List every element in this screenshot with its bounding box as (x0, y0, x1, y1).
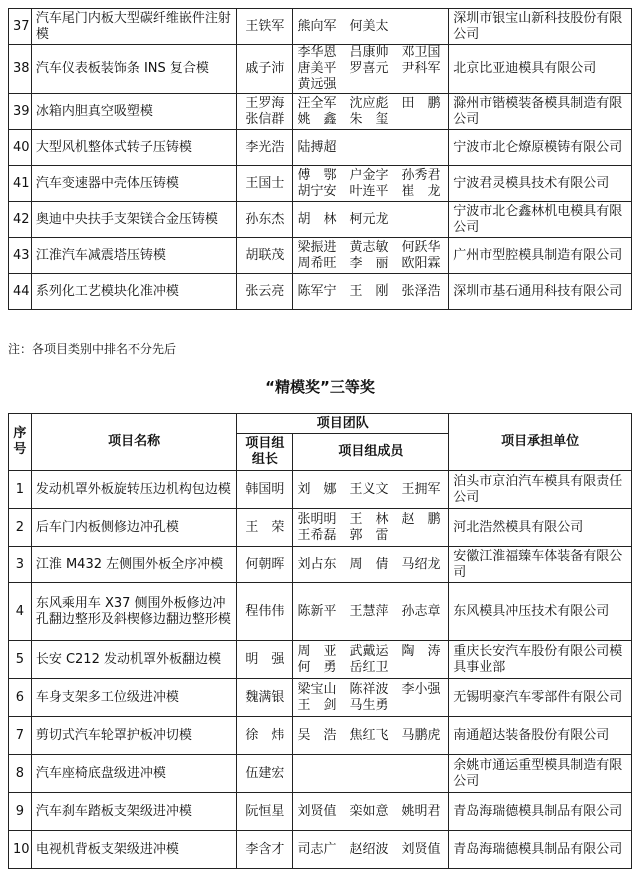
header-members-text: 项目组成员 (338, 444, 404, 459)
member-line: 吴 浩 焦红飞 马鹏虎 (297, 727, 441, 743)
table-row (9, 793, 632, 831)
cell-members (293, 166, 449, 202)
table-body (9, 471, 632, 869)
cell-leader: 程伟伟 (237, 583, 293, 641)
table-row (9, 583, 632, 641)
member-line: 梁宝山 陈祥波 李小强 (297, 681, 441, 697)
member-line: 胡 林 柯元龙 (297, 211, 389, 227)
cell-project-name: 剪切式汽车轮罩护板冲切模 (31, 717, 237, 755)
table-row (9, 45, 632, 94)
cell-leader: 韩国明 (237, 471, 293, 509)
cell-unit: 青岛海瑞德模具制品有限公司 (449, 831, 632, 869)
cell-leader: 徐 炜 (237, 717, 293, 755)
cell-members (293, 471, 449, 509)
cell-unit: 余姚市通运重型模具制造有限公司 (449, 755, 632, 793)
cell-no: 42 (9, 202, 32, 238)
cell-no: 5 (9, 641, 32, 679)
member-line: 周希旺 李 丽 欧阳霖 (297, 255, 441, 271)
cell-unit: 河北浩然模具有限公司 (449, 509, 632, 547)
table-row (9, 717, 632, 755)
cell-members (293, 509, 449, 547)
table-row (9, 9, 632, 45)
cell-members (293, 238, 449, 274)
cell-unit: 泊头市京泊汽车模具有限责任公司 (449, 471, 632, 509)
member-line: 刘占东 周 倩 马绍龙 (297, 556, 441, 572)
cell-unit: 宁波市北仑鑫林机电模具有限公司 (449, 202, 632, 238)
cell-unit: 宁波市北仑燎原模铸有限公司 (449, 130, 632, 166)
cell-project-name: 汽车座椅底盘级进冲模 (31, 755, 237, 793)
cell-leader: 王 荣 (237, 509, 293, 547)
table-row (9, 679, 632, 717)
member-line: 唐美平 罗喜元 尹科军 (297, 61, 441, 76)
cell-leader: 戚子沛 (237, 45, 293, 94)
cell-project-name: 冰箱内胆真空吸塑模 (31, 94, 237, 130)
cell-project-name: 汽车刹车踏板支架级进冲模 (31, 793, 237, 831)
cell-project-name: 奥迪中央扶手支架镁合金压铸模 (31, 202, 237, 238)
cell-leader: 何朝晖 (237, 547, 293, 583)
cell-project-name: 车身支架多工位级进冲模 (31, 679, 237, 717)
cell-members (293, 755, 449, 793)
third-prize-table (8, 413, 632, 869)
cell-members (293, 274, 449, 310)
member-line: 周 亚 武戴运 陶 涛 (297, 643, 441, 659)
table-row (9, 166, 632, 202)
table-row (9, 274, 632, 310)
cell-project-name: 长安 C212 发动机罩外板翻边模 (31, 641, 237, 679)
cell-no: 41 (9, 166, 32, 202)
member-line: 陆搏超 (297, 139, 337, 155)
header-unit: 项目承担单位 (449, 414, 632, 471)
table-row (9, 130, 632, 166)
member-line: 陈军宁 王 刚 张泽浩 (297, 283, 441, 299)
cell-no: 37 (9, 9, 32, 45)
cell-no: 44 (9, 274, 32, 310)
member-line: 何 勇 岳红卫 (297, 659, 389, 675)
cell-unit: 深圳市基石通用科技有限公司 (449, 274, 632, 310)
cell-no: 1 (9, 471, 32, 509)
member-line: 傅 鄂 户金字 孙秀君 (297, 167, 441, 183)
cell-unit: 重庆长安汽车股份有限公司模具事业部 (449, 641, 632, 679)
cell-members (293, 130, 449, 166)
cell-members (293, 717, 449, 755)
cell-no: 6 (9, 679, 32, 717)
cell-leader: 孙东杰 (237, 202, 293, 238)
table-row (9, 509, 632, 547)
header-leader: 项目组组长 (237, 434, 293, 471)
cell-unit: 无锡明豪汽车零部件有限公司 (449, 679, 632, 717)
footnote: 注：各项目类别中排名不分先后 (8, 342, 177, 356)
cell-unit: 广州市型腔模具制造有限公司 (449, 238, 632, 274)
cell-project-name: 系列化工艺模块化准冲模 (31, 274, 237, 310)
member-line: 司志广 赵绍波 刘贤值 (297, 841, 441, 857)
cell-leader: 王铁军 (237, 9, 293, 45)
cell-project-name: 东风乘用车 X37 侧围外板修边冲孔翻边整形及斜楔修边翻边整形模 (31, 583, 237, 641)
cell-members (293, 94, 449, 130)
cell-project-name: 汽车仪表板装饰条 INS 复合模 (31, 45, 237, 94)
header-members (293, 434, 449, 471)
table-header (9, 414, 632, 471)
table-body (9, 9, 632, 310)
cell-unit: 南通超达装备股份有限公司 (449, 717, 632, 755)
cell-leader: 明 强 (237, 641, 293, 679)
cell-no: 38 (9, 45, 32, 94)
member-line: 黄远强 (297, 77, 337, 92)
cell-no: 4 (9, 583, 32, 641)
cell-no: 43 (9, 238, 32, 274)
cell-no: 39 (9, 94, 32, 130)
cell-leader: 阮恒星 (237, 793, 293, 831)
cell-unit: 北京比亚迪模具有限公司 (449, 45, 632, 94)
cell-no: 8 (9, 755, 32, 793)
member-line: 刘贤值 栾如意 姚明君 (297, 803, 441, 819)
awards-table-continued (8, 8, 632, 310)
cell-leader: 王罗海 张信群 (237, 94, 293, 130)
table-row (9, 471, 632, 509)
cell-members (293, 45, 449, 94)
cell-unit: 东风模具冲压技术有限公司 (449, 583, 632, 641)
member-line: 王希磊 郭 雷 (297, 527, 389, 543)
cell-no: 10 (9, 831, 32, 869)
cell-project-name: 后车门内板侧修边冲孔模 (31, 509, 237, 547)
member-line: 刘 娜 王义文 王拥军 (297, 481, 441, 497)
cell-leader: 伍建宏 (237, 755, 293, 793)
cell-leader: 胡联茂 (237, 238, 293, 274)
cell-members (293, 583, 449, 641)
cell-members (293, 202, 449, 238)
cell-unit: 青岛海瑞德模具制品有限公司 (449, 793, 632, 831)
cell-leader: 李含才 (237, 831, 293, 869)
header-team: 项目团队 (237, 414, 449, 434)
member-line: 陈新平 王慧萍 孙志章 (297, 603, 441, 619)
cell-members (293, 793, 449, 831)
cell-leader: 李光浩 (237, 130, 293, 166)
cell-project-name: 汽车尾门内板大型碳纤维嵌件注射模 (31, 9, 237, 45)
member-line: 王 剑 马生勇 (297, 697, 389, 713)
member-line: 熊向军 何美太 (297, 18, 389, 34)
cell-members (293, 641, 449, 679)
cell-members (293, 9, 449, 45)
table-row (9, 238, 632, 274)
table-row (9, 831, 632, 869)
table-row (9, 547, 632, 583)
cell-project-name: 江淮汽车减震塔压铸模 (31, 238, 237, 274)
member-line: 张明明 王 林 赵 鹏 (297, 511, 441, 527)
cell-members (293, 831, 449, 869)
cell-project-name: 汽车变速器中壳体压铸模 (31, 166, 237, 202)
cell-project-name: 江淮 M432 左侧围外板全序冲模 (31, 547, 237, 583)
header-no: 序号 (9, 414, 32, 471)
cell-no: 3 (9, 547, 32, 583)
cell-project-name: 发动机罩外板旋转压边机构包边模 (31, 471, 237, 509)
cell-no: 40 (9, 130, 32, 166)
table-row (9, 94, 632, 130)
cell-unit: 宁波君灵模具技术有限公司 (449, 166, 632, 202)
member-line: 胡宁安 叶连平 崔 龙 (297, 183, 441, 199)
cell-no: 9 (9, 793, 32, 831)
cell-leader: 张云亮 (237, 274, 293, 310)
cell-no: 7 (9, 717, 32, 755)
cell-leader: 王国士 (237, 166, 293, 202)
member-line: 梁振进 黄志敏 何跃华 (297, 239, 441, 255)
cell-no: 2 (9, 509, 32, 547)
cell-members (293, 679, 449, 717)
cell-project-name: 大型风机整体式转子压铸模 (31, 130, 237, 166)
member-line: 汪全军 沈应彪 田 鹏 (297, 95, 441, 111)
cell-leader: 魏满银 (237, 679, 293, 717)
table-row (9, 202, 632, 238)
table-row (9, 641, 632, 679)
member-line: 李华恩 吕康帅 邓卫国 (297, 45, 441, 60)
section-title: “精模奖”三等奖 (265, 378, 375, 396)
cell-project-name: 电视机背板支架级进冲模 (31, 831, 237, 869)
cell-unit: 深圳市银宝山新科技股份有限公司 (449, 9, 632, 45)
table-row (9, 755, 632, 793)
cell-unit: 滁州市锴模装备模具制造有限公司 (449, 94, 632, 130)
header-name: 项目名称 (31, 414, 237, 471)
member-line: 姚 鑫 朱 玺 (297, 111, 389, 127)
cell-members (293, 547, 449, 583)
cell-unit: 安徽江淮福臻车体装备有限公司 (449, 547, 632, 583)
